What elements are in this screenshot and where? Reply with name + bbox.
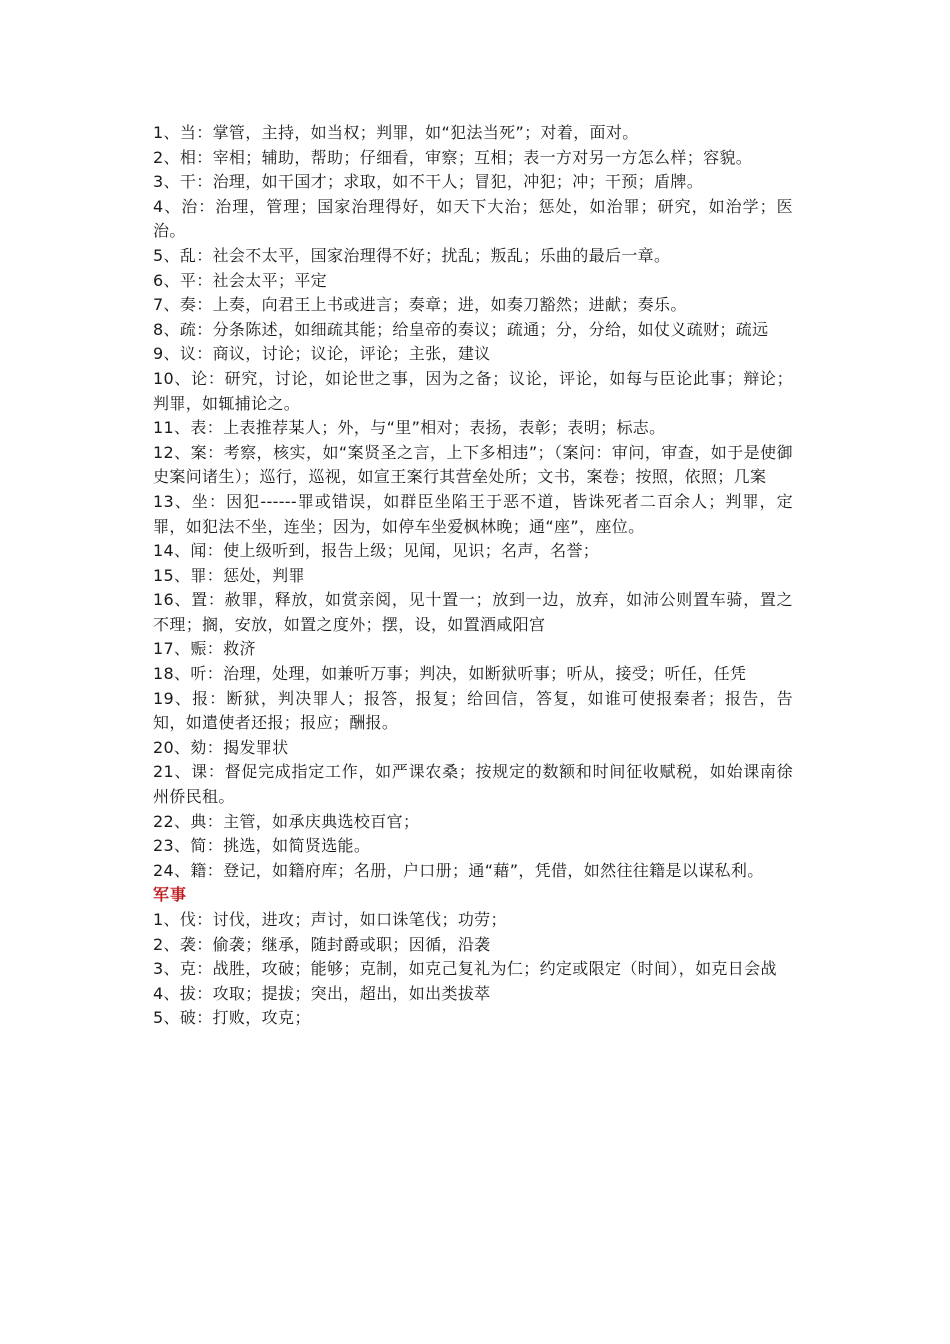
entry-18-ting: 18、听：治理，处理，如兼听万事；判决，如断狱听事；听从，接受；听任，任凭 — [153, 664, 747, 684]
entry-14-wen: 14、闻：使上级听到，报告上级；见闻，见识；名声，名誉； — [153, 541, 600, 561]
entry-7-zou: 7、奏：上奏，向君王上书或进言；奏章；进，如奏刀豁然；进献；奏乐。 — [153, 295, 687, 315]
entries-list — [153, 121, 793, 883]
entry-9-yi: 9、议：商议，讨论；议论，评论；主张，建议 — [153, 344, 491, 364]
military-entry-4-ba: 4、拔：攻取；提拔；突出，超出，如出类拔萃 — [153, 983, 491, 1003]
entry-20-he: 20、劾：揭发罪状 — [153, 737, 289, 757]
military-entry-5-po: 5、破：打败，攻克； — [153, 1008, 311, 1028]
entry-22-dian: 22、典：主管，如承庆典选校百官； — [153, 811, 420, 831]
section-heading-military: 军事 — [153, 885, 188, 905]
entry-23-jian: 23、简：挑选，如简贤选能。 — [153, 836, 371, 856]
entry-19-bao: 19、报：断狱，判决罪人；报答，报复；给回信，答复，如谁可使报秦者；报告，告知，如遣使者还报；报应；酬报。 — [153, 688, 793, 733]
entry-6-ping: 6、平：社会太平；平定 — [153, 270, 328, 290]
entry-13-zuo: 13、坐：因犯------罪或错误，如群臣坐陷王于恶不道，皆诛死者二百余人；判罪，定罪，如犯法不坐，连坐；因为，如停车坐爱枫林晚；通“座”，座位。 — [153, 491, 793, 536]
entry-8-shu: 8、疏：分条陈述，如细疏其能；给皇帝的奏议；疏通；分，分给，如仗义疏财；疏远 — [153, 319, 769, 339]
entry-16-zhi: 16、置：赦罪，释放，如赏亲阅，见十置一；放到一边，放弃，如沛公则置车骑，置之不理；搁，安放，如置之度外；摆，设，如置酒咸阳宫 — [153, 590, 793, 634]
entry-2-xiang: 2、相：宰相；辅助，帮助；仔细看，审察；互相；表一方对另一方怎么样；容貌。 — [153, 147, 753, 167]
entry-3-gan: 3、干：治理，如干国才；求取，如不干人；冒犯，冲犯；冲；干预；盾牌。 — [153, 172, 704, 192]
entry-21-ke: 21、课：督促完成指定工作，如严课农桑；按规定的数额和时间征收赋税，如始课南徐州侨民租。 — [153, 762, 793, 807]
document-page — [153, 121, 793, 1031]
entry-17-zhen: 17、赈：救济 — [153, 639, 256, 659]
military-entry-3-ke: 3、克：战胜，攻破；能够；克制，如克己复礼为仁；约定或限定（时间），如克日会战 — [153, 959, 777, 979]
military-entries-list — [153, 908, 793, 1031]
entry-11-biao: 11、表：上表推荐某人；外，与“里”相对；表扬，表彰；表明；标志。 — [153, 418, 666, 438]
entry-4-zhi: 4、治：治理，管理；国家治理得好，如天下大治；惩处，如治罪；研究，如治学；医治。 — [153, 196, 793, 241]
entry-5-luan: 5、乱：社会不太平，国家治理得不好；扰乱；叛乱；乐曲的最后一章。 — [153, 245, 671, 265]
military-entry-1-fa: 1、伐：讨伐，进攻；声讨，如口诛笔伐；功劳； — [153, 910, 507, 929]
entry-1-dang: 1、当：掌管，主持，如当权；判罪，如“犯法当死”；对着，面对。 — [153, 123, 639, 142]
entry-15-zui: 15、罪：惩处，判罪 — [153, 565, 305, 585]
entry-10-lun: 10、论：研究，讨论，如论世之事，因为之备；议论，评论，如每与臣论此事；辩论；判罪，如辄捕论之。 — [153, 368, 793, 413]
military-entry-2-xi: 2、袭：偷袭；继承，随封爵或职；因循，沿袭 — [153, 934, 491, 954]
entry-24-ji: 24、籍：登记，如籍府库；名册，户口册；通“藉”，凭借，如然往往籍是以谋私利。 — [153, 860, 764, 880]
entry-12-an: 12、案：考察，核实，如“案贤圣之言，上下多相违”；（案问：审问，审查，如于是使御史案问诸生）；巡行，巡视，如宣王案行其营垒处所；文书，案卷；按照，依照；几案 — [153, 442, 793, 487]
